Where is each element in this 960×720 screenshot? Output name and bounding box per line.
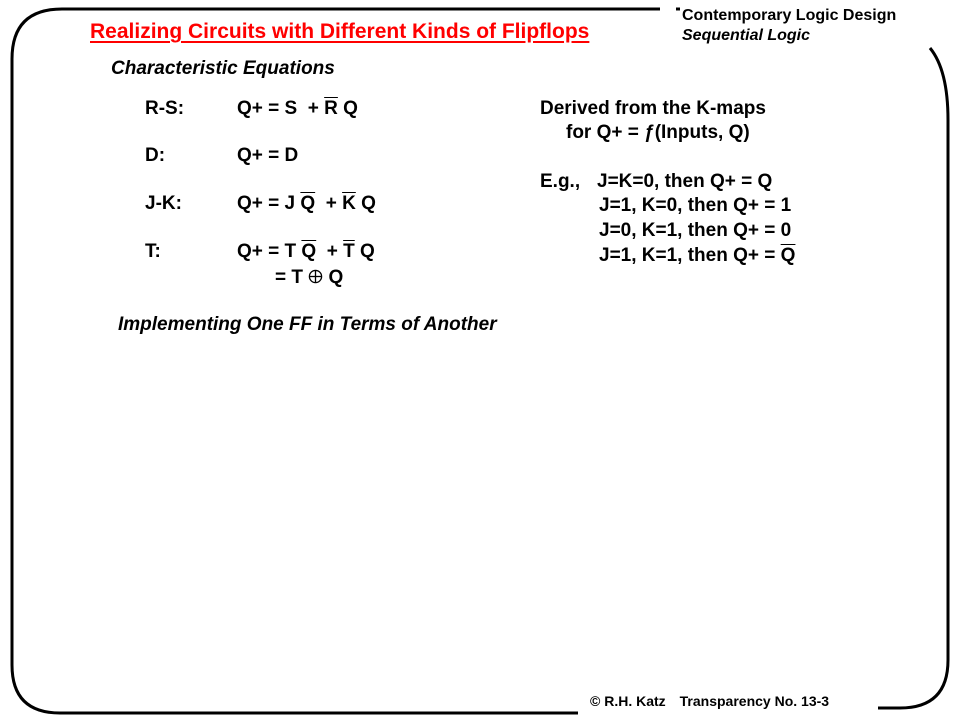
topic-name: Sequential Logic xyxy=(682,27,811,44)
transparency-number: Transparency No. 13-3 xyxy=(679,693,830,709)
implementing-heading: Implementing One FF in Terms of Another xyxy=(118,314,497,335)
rs-equation: $Q+ = S + \overline{R}$ Q xyxy=(237,98,358,119)
slide-title: Realizing Circuits with Different Kinds of Flipflops xyxy=(90,20,590,43)
d-equation: Q+ = D xyxy=(237,145,299,166)
example-row: J=K=0, then Q+ = Q xyxy=(597,171,773,192)
example-row: J=1, K=1, then $Q+ = \overline{Q}$ xyxy=(599,245,796,266)
characteristic-heading: Characteristic Equations xyxy=(111,58,335,79)
k-bar: $\overline{K}$ xyxy=(342,193,356,214)
t-bar: $\overline{T}$ xyxy=(343,241,355,262)
jk-equation: Q+ = J $\overline{Q} + \overline{K}$ Q xyxy=(237,193,376,214)
t-equation: Q+ = T $\overline{Q} + \overline{T}$ Q xyxy=(237,241,375,262)
frame-right-edge xyxy=(878,48,948,708)
t-label: T: xyxy=(145,241,161,262)
derived-line-1: Derived from the K-maps xyxy=(540,98,766,119)
d-label: D: xyxy=(145,145,166,166)
rs-label: R-S: xyxy=(145,98,185,119)
course-name: Contemporary Logic Design xyxy=(682,7,897,24)
author-credit: © R.H. Katz xyxy=(590,693,666,709)
xor-symbol-icon xyxy=(308,269,323,284)
footer xyxy=(590,694,829,708)
derived-line-2: for Q+ = ƒ(Inputs, Q) xyxy=(566,122,750,143)
q-bar: $\overline{Q}$ xyxy=(780,245,796,266)
example-lead: E.g., xyxy=(540,171,586,192)
r-bar: $\overline{R}$ xyxy=(324,98,338,119)
q-bar: $\overline{Q}$ xyxy=(301,241,317,262)
example-row: J=0, K=1, then Q+ = 0 xyxy=(599,220,792,241)
t-xor-equation: = T Q xyxy=(275,267,344,288)
q-bar: $\overline{Q}$ xyxy=(300,193,316,214)
example-row: J=1, K=0, then Q+ = 1 xyxy=(599,195,792,216)
jk-label: J-K: xyxy=(145,193,182,214)
